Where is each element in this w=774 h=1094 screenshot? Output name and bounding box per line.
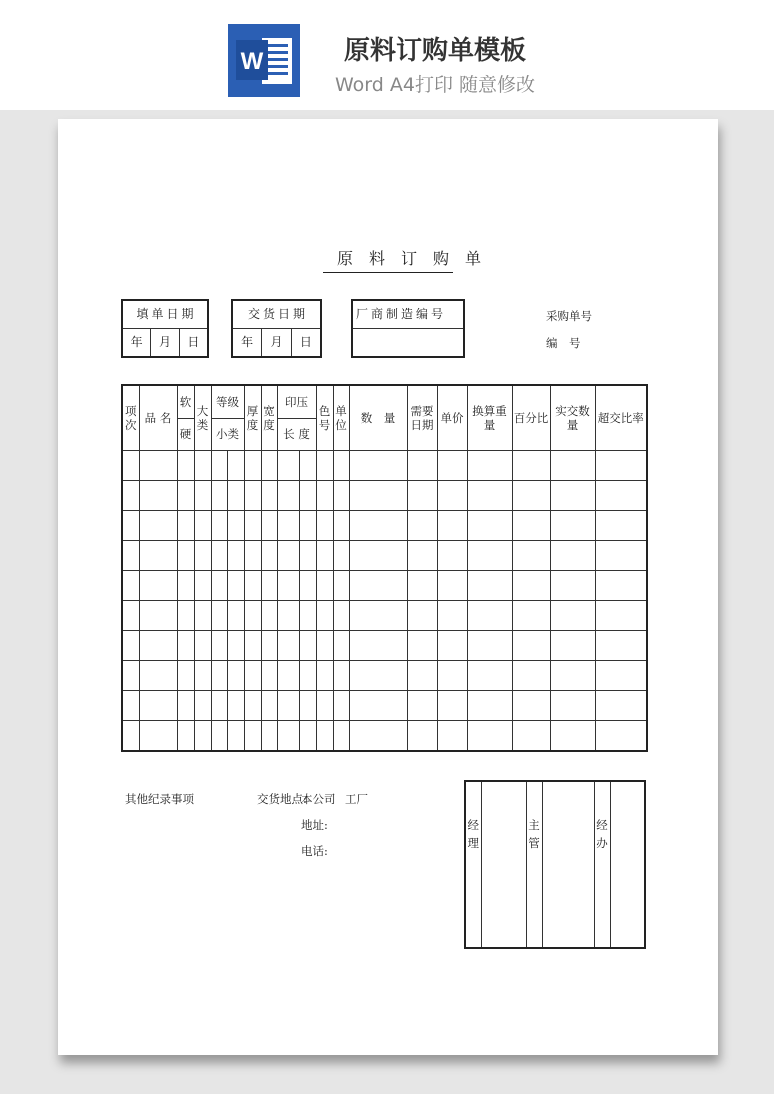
table-row (122, 721, 647, 752)
col-thickness: 厚度 (244, 385, 261, 451)
word-logo-letter: W (240, 48, 264, 75)
fill-date-day: 日 (179, 329, 208, 358)
delivery-date-label: 交货日期 (232, 300, 321, 329)
delivery-place-company: 本公司 (301, 792, 336, 806)
banner-title: 原料订购单模板 (343, 36, 526, 66)
table-row (122, 691, 647, 721)
document-title: 原料订购单 (323, 246, 453, 273)
phone-label: 电话: (301, 844, 328, 858)
fill-date-box (121, 299, 209, 358)
col-actual-quantity: 实交数量 (550, 385, 595, 451)
address-label: 地址: (301, 818, 328, 832)
table-row (122, 451, 647, 481)
fill-date-year: 年 (122, 329, 151, 358)
delivery-date-box (231, 299, 322, 358)
col-name: 品 名 (139, 385, 177, 451)
fill-date-label: 填单日期 (122, 300, 208, 329)
po-number-label: 采购单号 (546, 309, 592, 323)
fill-date-month: 月 (151, 329, 180, 358)
delivery-place-factory: 工厂 (345, 792, 368, 806)
table-row (122, 571, 647, 601)
col-converted-weight: 换算重量 (467, 385, 512, 451)
maker-number-box (351, 299, 465, 358)
col-length: 长 度 (277, 418, 316, 450)
po-code-label: 编 号 (546, 336, 581, 350)
banner-subtitle: Word A4打印 随意修改 (334, 74, 535, 96)
col-category: 大类 (194, 385, 211, 451)
col-item: 项次 (122, 385, 139, 451)
maker-number-value (352, 329, 464, 358)
table-row (122, 631, 647, 661)
col-subcategory: 小类 (211, 418, 244, 450)
delivery-date-year: 年 (232, 329, 262, 358)
sign-handler-field (610, 781, 645, 948)
word-icon (228, 24, 300, 97)
delivery-place-label: 交货地点: (257, 792, 307, 806)
table-row (122, 511, 647, 541)
document-page (58, 119, 718, 1055)
col-unit: 单位 (333, 385, 349, 451)
other-notes-label: 其他纪录事项 (125, 792, 194, 806)
sign-handler-label: 经办 (594, 781, 610, 948)
table-row (122, 661, 647, 691)
table-row (122, 481, 647, 511)
sign-supervisor-field (542, 781, 594, 948)
col-need-date: 需要日期 (407, 385, 437, 451)
table-row (122, 601, 647, 631)
col-imprint: 印压 (277, 385, 316, 418)
col-unit-price: 单价 (437, 385, 467, 451)
table-header-row-1 (122, 385, 647, 418)
delivery-date-month: 月 (262, 329, 292, 358)
col-soft: 软 (177, 385, 194, 418)
col-percentage: 百分比 (512, 385, 550, 451)
sign-supervisor-label: 主管 (526, 781, 542, 948)
sign-manager-field (481, 781, 526, 948)
sign-manager-label: 经理 (465, 781, 481, 948)
col-width: 宽度 (261, 385, 277, 451)
table-row (122, 541, 647, 571)
signature-table (464, 780, 646, 949)
col-over-ratio: 超交比率 (595, 385, 647, 451)
col-grade: 等级 (211, 385, 244, 418)
col-color-no: 色号 (316, 385, 333, 451)
col-quantity: 数 量 (349, 385, 407, 451)
col-hard: 硬 (177, 418, 194, 450)
header-banner (0, 0, 774, 110)
delivery-date-day: 日 (291, 329, 321, 358)
maker-number-label: 厂商制造编号 (352, 300, 464, 329)
order-table (121, 384, 648, 752)
